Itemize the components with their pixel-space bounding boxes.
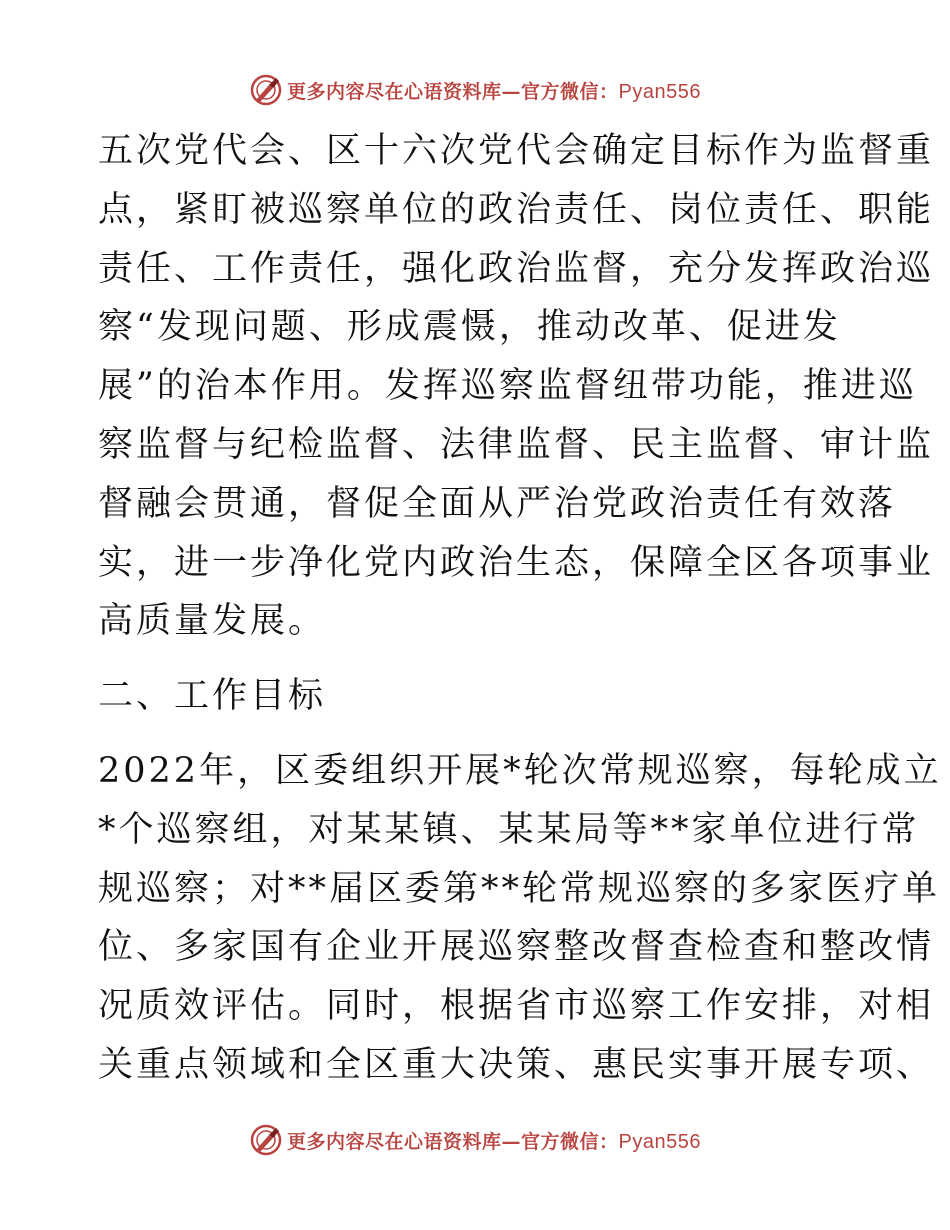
section-line: 况质效评估。同时，根据省市巡察工作安排，对相 (98, 986, 935, 1027)
section-line: 2022年，区委组织开展*轮次常规巡察，每轮成立 (98, 750, 942, 791)
watermark-text: 更多内容尽在心语资料库—官方微信：Pyan556 (287, 80, 701, 103)
section-heading: 二、工作目标 (98, 676, 327, 717)
body-line: 五次党代会、区十六次党代会确定目标作为监督重 (98, 131, 935, 171)
body-line: 责任、工作责任，强化政治监督，充分发挥政治巡 (98, 248, 935, 289)
body-line: 点，紧盯被巡察单位的政治责任、岗位责任、职能 (98, 189, 935, 230)
document-body (98, 122, 942, 1095)
pen-nib-logo-icon (249, 1123, 283, 1157)
section-line: 关重点领域和全区重大决策、惠民实事开展专项、 (98, 1044, 935, 1085)
body-line: 高质量发展。 (98, 601, 327, 642)
section-line: 规巡察；对**届区委第**轮常规巡察的多家医疗单 (98, 868, 941, 909)
section-line: 位、多家国有企业开展巡察整改督查检查和整改情 (98, 927, 935, 968)
section-line: *个巡察组，对某某镇、某某局等**家单位进行常 (98, 809, 920, 850)
watermark-wechat-id: Pyan556 (618, 80, 701, 103)
body-line: 督融会贯通，督促全面从严治党政治责任有效落 (98, 483, 897, 524)
body-line: 察监督与纪检监督、法律监督、民主监督、审计监 (98, 424, 935, 465)
body-line: 展”的治本作用。发挥巡察监督纽带功能，推进巡 (98, 366, 917, 407)
watermark-text: 更多内容尽在心语资料库—官方微信：Pyan556 (287, 1130, 701, 1153)
body-line: 实，进一步净化党内政治生态，保障全区各项事业 (98, 542, 935, 583)
pen-nib-logo-icon (249, 73, 283, 107)
body-line: 察“发现问题、形成震慑，推动改革、促进发 (98, 307, 841, 348)
header-watermark (0, 70, 950, 110)
footer-watermark (0, 1120, 950, 1160)
watermark-wechat-id: Pyan556 (618, 1130, 701, 1153)
